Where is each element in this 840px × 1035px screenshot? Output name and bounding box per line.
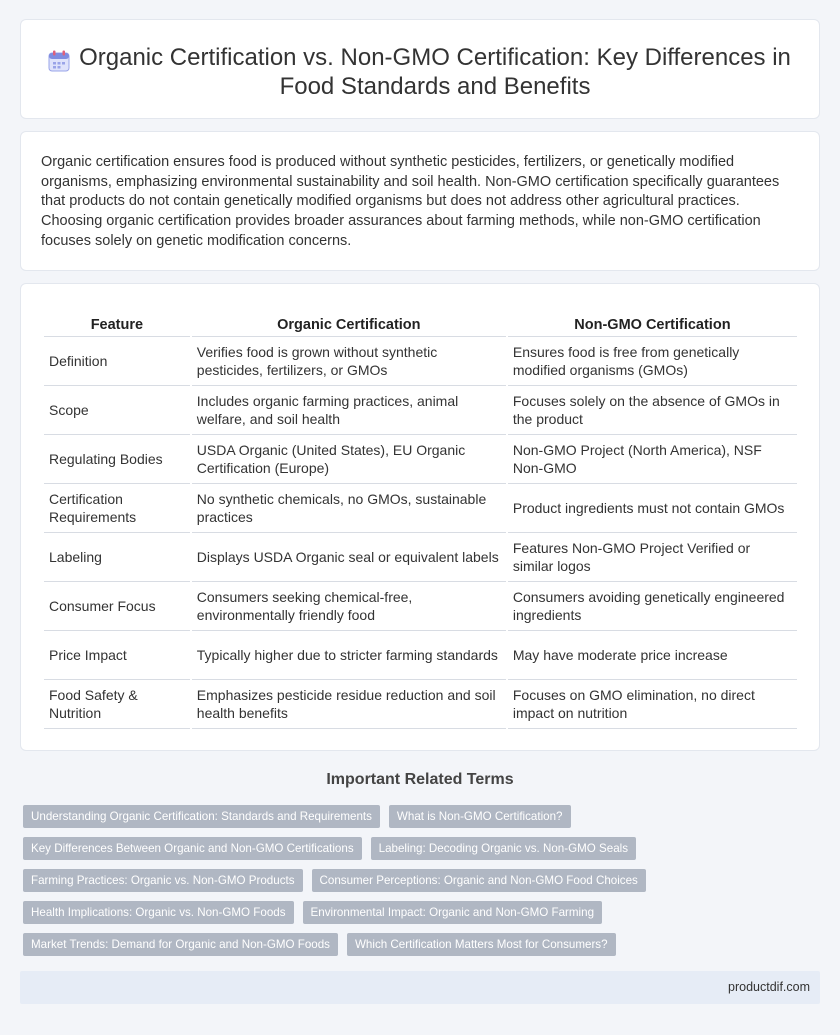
organic-cell: USDA Organic (United States), EU Organic Certification (Europe)	[192, 435, 506, 484]
organic-cell: Consumers seeking chemical-free, environmentally friendly food	[192, 582, 506, 631]
related-term-tag[interactable]: Key Differences Between Organic and Non-GMO Certifications	[23, 837, 362, 860]
feature-cell: Labeling	[44, 533, 190, 582]
column-header-non-gmo: Non-GMO Certification	[508, 315, 797, 337]
non-gmo-cell: May have moderate price increase	[508, 631, 797, 680]
related-term-tag[interactable]: Health Implications: Organic vs. Non-GMO Foods	[23, 901, 294, 924]
site-link[interactable]: productdif.com	[728, 980, 810, 994]
tag-row	[23, 805, 823, 828]
intro-paragraph: Organic certification ensures food is produced without synthetic pesticides, fertilizers, or genetically modified organisms, emphasizing environmental sustainability and soil health. Non-GMO certification specifically guarantees that products do not contain genetically modified organisms but does not address other agricultural practices. Choosing organic certification provides broader assurances about farming methods, while non-GMO certification focuses solely on genetic modification concerns.	[41, 154, 780, 249]
organic-cell: No synthetic chemicals, no GMOs, sustainable practices	[192, 484, 506, 533]
table-row	[44, 484, 797, 533]
related-term-tag[interactable]: What is Non-GMO Certification?	[389, 805, 571, 828]
organic-cell: Verifies food is grown without synthetic pesticides, fertilizers, or GMOs	[192, 337, 506, 386]
organic-cell: Emphasizes pesticide residue reduction and soil health benefits	[192, 680, 506, 729]
feature-cell: Definition	[44, 337, 190, 386]
non-gmo-cell: Product ingredients must not contain GMOs	[508, 484, 797, 533]
related-term-tag[interactable]: Labeling: Decoding Organic vs. Non-GMO Seals	[371, 837, 636, 860]
related-term-tag[interactable]: Consumer Perceptions: Organic and Non-GMO Food Choices	[312, 869, 646, 892]
column-header-organic: Organic Certification	[192, 315, 506, 337]
comparison-table	[42, 315, 799, 729]
non-gmo-cell: Non-GMO Project (North America), NSF Non-GMO	[508, 435, 797, 484]
feature-cell: Price Impact	[44, 631, 190, 680]
related-terms-heading: Important Related Terms	[326, 771, 514, 788]
feature-cell: Regulating Bodies	[44, 435, 190, 484]
related-term-tag[interactable]: Understanding Organic Certification: Standards and Requirements	[23, 805, 380, 828]
related-term-tag[interactable]: Farming Practices: Organic vs. Non-GMO Products	[23, 869, 303, 892]
feature-cell: Certification Requirements	[44, 484, 190, 533]
non-gmo-cell: Focuses on GMO elimination, no direct impact on nutrition	[508, 680, 797, 729]
organic-cell: Typically higher due to stricter farming standards	[192, 631, 506, 680]
non-gmo-cell: Consumers avoiding genetically engineered ingredients	[508, 582, 797, 631]
footer	[20, 971, 820, 1004]
table-row	[44, 582, 797, 631]
table-row	[44, 680, 797, 729]
table-row	[44, 386, 797, 435]
column-header-feature: Feature	[44, 315, 190, 337]
table-row	[44, 533, 797, 582]
non-gmo-cell: Features Non-GMO Project Verified or similar logos	[508, 533, 797, 582]
related-term-tag[interactable]: Which Certification Matters Most for Consumers?	[347, 933, 616, 956]
related-terms-list	[23, 805, 823, 965]
related-term-tag[interactable]: Market Trends: Demand for Organic and Non-GMO Foods	[23, 933, 338, 956]
feature-cell: Food Safety & Nutrition	[44, 680, 190, 729]
organic-cell: Displays USDA Organic seal or equivalent labels	[192, 533, 506, 582]
feature-cell: Consumer Focus	[44, 582, 190, 631]
table-row	[44, 435, 797, 484]
tag-row	[23, 901, 823, 924]
related-term-tag[interactable]: Environmental Impact: Organic and Non-GMO Farming	[303, 901, 603, 924]
feature-cell: Scope	[44, 386, 190, 435]
tag-row	[23, 837, 823, 860]
organic-cell: Includes organic farming practices, animal welfare, and soil health	[192, 386, 506, 435]
comparison-table-card	[20, 283, 820, 751]
table-row	[44, 631, 797, 680]
non-gmo-cell: Ensures food is free from genetically modified organisms (GMOs)	[508, 337, 797, 386]
intro-card	[20, 131, 820, 271]
tag-row	[23, 869, 823, 892]
header-card	[20, 19, 820, 119]
table-row	[44, 337, 797, 386]
non-gmo-cell: Focuses solely on the absence of GMOs in the product	[508, 386, 797, 435]
table-header-row	[44, 315, 797, 337]
tag-row	[23, 933, 823, 956]
page-title: Organic Certification vs. Non-GMO Certification: Key Differences in Food Standards and Benefits	[79, 44, 791, 100]
